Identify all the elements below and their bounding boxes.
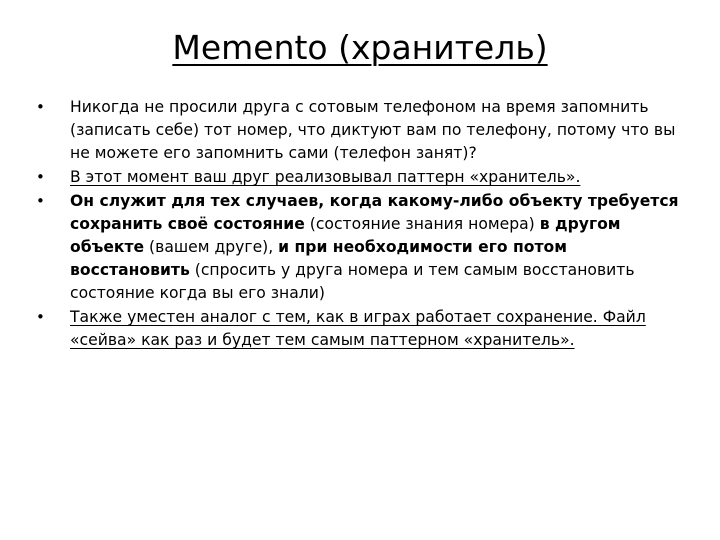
bullet-item-1 [36, 96, 686, 165]
bullet-dot-icon: • [36, 98, 45, 116]
bullet-item-3 [36, 190, 686, 305]
bullet-list [36, 96, 686, 353]
bullet-dot-icon: • [36, 308, 45, 326]
bullet-item-4 [36, 306, 686, 352]
bullet-text-3-bold-c: и при необходимости его потом восстановить [70, 238, 567, 279]
bullet-text-3-bold-a: Он служит для тех случаев, когда какому-либо объекту требуется сохранить своё состояние [70, 192, 679, 233]
slide-title-text: Memento (хранитель) [172, 28, 548, 67]
bullet-text-3-plain-b: (вашем друге), [144, 238, 279, 256]
bullet-item-2 [36, 166, 686, 189]
bullet-text-3-plain-a: (состояние знания номера) [304, 215, 540, 233]
bullet-text-2: В этот момент ваш друг реализовывал паттерн «хранитель». [70, 168, 581, 186]
bullet-text-1: Никогда не просили друга с сотовым телефоном на время запомнить (записать себе) тот номер, что диктуют вам по телефону, потому что вы не можете его запомнить сами (телефон занят)? [70, 98, 676, 162]
slide-title [0, 26, 720, 70]
bullet-dot-icon: • [36, 168, 45, 186]
bullet-text-3-plain-c: (спросить у друга номера и тем самым восстановить состояние когда вы его знали) [70, 261, 635, 302]
bullet-text-3-bold-b: в другом объекте [70, 215, 621, 256]
bullet-dot-icon: • [36, 192, 45, 210]
bullet-text-4: Также уместен аналог с тем, как в играх работает сохранение. Файл «сейва» как раз и будет тем самым паттерном «хранитель». [70, 308, 646, 349]
